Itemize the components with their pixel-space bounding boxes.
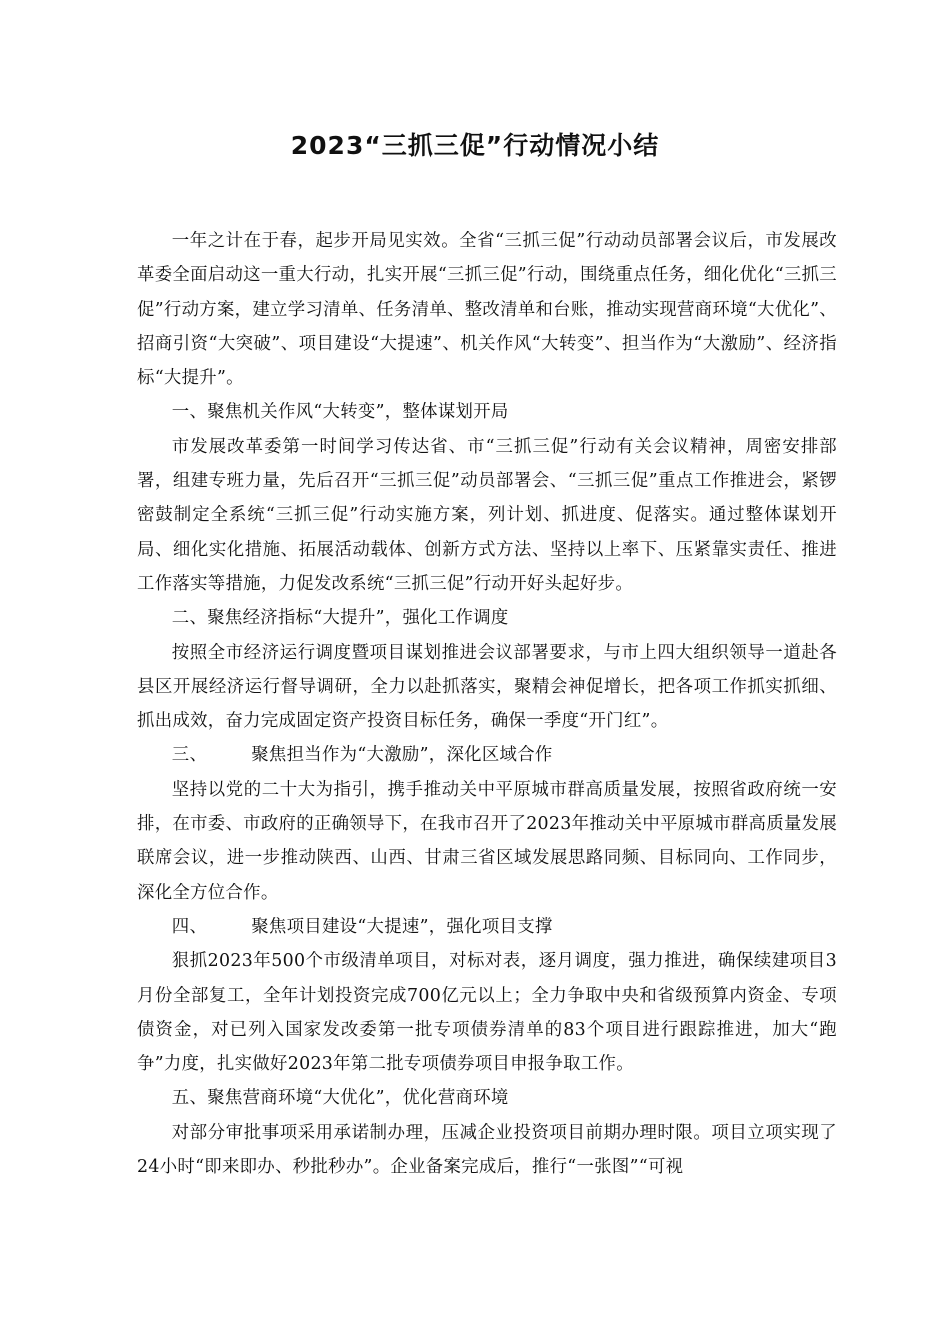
section-title-1: 聚焦机关作风“大转变”，整体谋划开局 [207,402,509,423]
section-number-2: 二、 [171,608,208,629]
section-body-3: 坚持以党的二十大为指引，携手推动关中平原城市群高质量发展，按照省政府统一安排，在市委、市政府的正确领导下，在我市召开了2023年推动关中平原城市群高质量发展联席会议，进一步推动陕西、山西、甘肃三省区域发展思路同频、目标同向、工作同步，深化全方位合作。 [137,779,838,903]
section-heading-4 [137,910,837,944]
section-body-5: 对部分审批事项采用承诺制办理，压减企业投资项目前期办理时限。项目立项实现了24小时“即来即办、秒批秒办”。企业备案完成后，推行“一张图”“可视 [137,1122,837,1178]
section-heading-5 [137,1081,837,1115]
document-title: 2023“三抓三促”行动情况小结 [290,131,660,160]
section-number-5: 五、 [171,1088,208,1109]
section-number-1: 一、 [171,402,208,423]
section-title-2: 聚焦经济指标“大提升”，强化工作调度 [207,608,509,629]
section-heading-1 [137,395,837,429]
section-heading-3 [137,738,837,772]
intro-paragraph: 一年之计在于春，起步开局见实效。全省“三抓三促”行动动员部署会议后，市发展改革委全面启动这一重大行动，扎实开展“三抓三促”行动，围绕重点任务，细化优化“三抓三促”行动方案，建立学习清单、任务清单、整改清单和台账，推动实现营商环境“大优化”、招商引资“大突破”、项目建设“大提速”、机关作风“大转变”、担当作为“大激励”、经济指标“大提升”。 [137,231,837,389]
section-body-2: 按照全市经济运行调度暨项目谋划推进会议部署要求，与市上四大组织领导一道赴各县区开展经济运行督导调研，全力以赴抓落实，聚精会神促增长，把各项工作抓实抓细、抓出成效，奋力完成固定资产投资目标任务，确保一季度“开门红”。 [137,642,837,732]
section-number-3: 三、 [171,745,208,766]
section-title-3: 聚焦担当作为“大激励”，深化区域合作 [251,745,553,766]
section-title-5: 聚焦营商环境“大优化”，优化营商环境 [207,1088,509,1109]
section-number-4: 四、 [171,916,208,937]
section-body-1: 市发展改革委第一时间学习传达省、市“三抓三促”行动有关会议精神，周密安排部署，组建专班力量，先后召开“三抓三促”动员部署会、“三抓三促”重点工作推进会，紧锣密鼓制定全系统“三抓三促”行动实施方案，列计划、抓进度、促落实。通过整体谋划开局、细化实化措施、拓展活动载体、创新方式方法、坚持以上率下、压紧靠实责任、推进工作落实等措施，力促发改系统“三抓三促”行动开好头起好步。 [137,436,837,594]
section-heading-2 [137,601,837,635]
section-body-4: 狠抓2023年500个市级清单项目，对标对表，逐月调度，强力推进，确保续建项目3月份全部复工，全年计划投资完成700亿元以上；全力争取中央和省级预算内资金、专项债资金，对已列入国家发改委第一批专项债券清单的83个项目进行跟踪推进，加大“跑争”力度，扎实做好2023年第二批专项债券项目申报争取工作。 [137,951,837,1075]
section-title-4: 聚焦项目建设“大提速”，强化项目支撑 [251,916,553,937]
document-body [137,224,837,1184]
